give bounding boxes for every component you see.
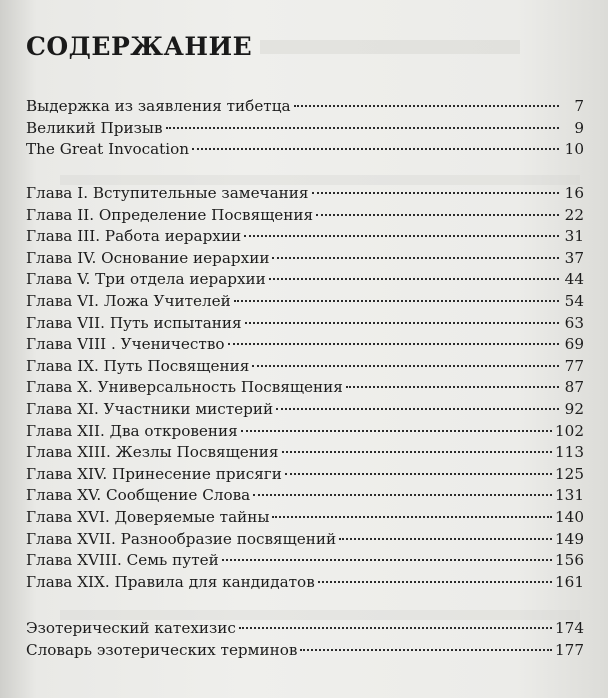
toc-entry-page-number: 177 <box>555 640 584 659</box>
dot-leader <box>300 649 552 651</box>
toc-entry-page-number: 92 <box>564 399 584 418</box>
toc-entry-page-number: 69 <box>564 335 584 354</box>
toc-entry-label: Глава XIII. Жезлы Посвящения <box>26 443 279 462</box>
toc-entry-label: Выдержка из заявления тибетца <box>26 97 291 115</box>
dot-leader <box>192 148 559 150</box>
toc-entry-label: Глава V. Три отдела иерархии <box>26 270 266 289</box>
toc-entry <box>26 464 584 486</box>
toc-entry-label: Глава X. Универсальность Посвящения <box>26 378 343 397</box>
toc-entry-label: Великий Призыв <box>26 118 163 137</box>
toc-intro-section <box>26 96 584 161</box>
toc-entry-label: Глава IX. Путь Посвящения <box>26 356 250 375</box>
toc-entry-page-number: 22 <box>564 205 584 224</box>
toc-entry-label: Глава XIV. Принесение присяги <box>26 464 282 483</box>
toc-entry-page-number: 44 <box>564 270 584 289</box>
toc-entry <box>26 529 584 551</box>
toc-entry <box>26 618 584 640</box>
toc-entry-label: Словарь эзотерических терминов <box>26 640 298 659</box>
toc-entry <box>26 183 584 205</box>
dot-leader <box>245 322 559 324</box>
toc-entry-label: Эзотерический катехизис <box>26 619 236 637</box>
dot-leader <box>285 473 552 475</box>
toc-entry-page-number: 140 <box>555 507 584 526</box>
dot-leader <box>166 127 560 129</box>
toc-entry <box>26 334 584 356</box>
dot-leader <box>346 386 559 388</box>
toc-entry-page-number: 37 <box>564 248 584 267</box>
dot-leader <box>272 516 552 518</box>
toc-entry <box>26 205 584 227</box>
toc-entry-page-number: 113 <box>555 443 584 462</box>
toc-entry <box>26 139 584 161</box>
toc-entry-page-number: 9 <box>574 118 584 137</box>
toc-entry-label: Глава XV. Сообщение Слова <box>26 486 251 505</box>
toc-entry-page-number: 31 <box>564 227 584 246</box>
toc-entry-page-number: 77 <box>564 356 584 375</box>
dot-leader <box>228 343 559 345</box>
toc-entry <box>26 640 584 662</box>
toc-entry <box>26 356 584 378</box>
toc-entry <box>26 118 584 140</box>
toc-entry-page-number: 156 <box>555 551 584 570</box>
toc-entry-label: Глава XVIII. Семь путей <box>26 551 219 570</box>
toc-entry-page-number: 10 <box>564 140 584 159</box>
toc-chapters-section <box>26 183 584 593</box>
toc-entry <box>26 421 584 443</box>
toc-closing-section <box>26 618 584 661</box>
toc-entry-page-number: 102 <box>555 421 584 440</box>
bleed-through-shadow <box>260 40 520 54</box>
dot-leader <box>253 494 552 496</box>
dot-leader <box>222 559 552 561</box>
toc-entry <box>26 507 584 529</box>
toc-entry-label: The Great Invocation <box>26 140 190 159</box>
toc-entry-label: Глава VIII . Ученичество <box>26 335 225 354</box>
toc-entry-page-number: 63 <box>564 313 584 332</box>
toc-entry <box>26 248 584 270</box>
toc-entry-page-number: 174 <box>555 619 584 637</box>
toc-entry <box>26 399 584 421</box>
toc-entry-label: Глава XI. Участники мистерий <box>26 399 274 418</box>
toc-entry-label: Глава III. Работа иерархии <box>26 227 242 246</box>
toc-entry <box>26 96 584 118</box>
dot-leader <box>312 192 560 194</box>
toc-entry-page-number: 7 <box>574 97 584 115</box>
toc-entry-label: Глава IV. Основание иерархии <box>26 248 270 267</box>
toc-entry-page-number: 161 <box>555 572 584 591</box>
dot-leader <box>294 105 559 107</box>
toc-entry <box>26 485 584 507</box>
dot-leader <box>276 408 559 410</box>
toc-entry-page-number: 16 <box>564 184 584 202</box>
dot-leader <box>316 214 559 216</box>
page-title: СОДЕРЖАНИЕ <box>26 32 253 61</box>
toc-entry <box>26 442 584 464</box>
toc-entry-label: Глава II. Определение Посвящения <box>26 205 314 224</box>
toc-entry-label: Глава XVII. Разнообразие посвящений <box>26 529 337 548</box>
toc-entry <box>26 572 584 594</box>
dot-leader <box>339 538 552 540</box>
toc-entry <box>26 291 584 313</box>
toc-entry-label: Глава XVI. Доверяемые тайны <box>26 507 270 526</box>
toc-entry <box>26 226 584 248</box>
dot-leader <box>244 235 559 237</box>
dot-leader <box>282 451 552 453</box>
dot-leader <box>241 430 552 432</box>
toc-entry <box>26 377 584 399</box>
toc-entry-page-number: 149 <box>555 529 584 548</box>
toc-entry-label: Глава XIX. Правила для кандидатов <box>26 572 315 591</box>
dot-leader <box>318 581 552 583</box>
dot-leader <box>272 257 559 259</box>
dot-leader <box>234 300 559 302</box>
toc-entry-page-number: 131 <box>555 486 584 505</box>
toc-entry-page-number: 54 <box>564 291 584 310</box>
toc-entry-label: Глава VII. Путь испытания <box>26 313 242 332</box>
toc-entry-label: Глава I. Вступительные замечания <box>26 184 309 202</box>
toc-entry-label: Глава XII. Два откровения <box>26 421 238 440</box>
dot-leader <box>252 365 559 367</box>
toc-entry-page-number: 125 <box>555 464 584 483</box>
toc-entry <box>26 550 584 572</box>
toc-entry-page-number: 87 <box>564 378 584 397</box>
toc-entry-label: Глава VI. Ложа Учителей <box>26 291 231 310</box>
dot-leader <box>269 278 559 280</box>
toc-entry <box>26 313 584 335</box>
dot-leader <box>239 627 552 629</box>
toc-entry <box>26 269 584 291</box>
